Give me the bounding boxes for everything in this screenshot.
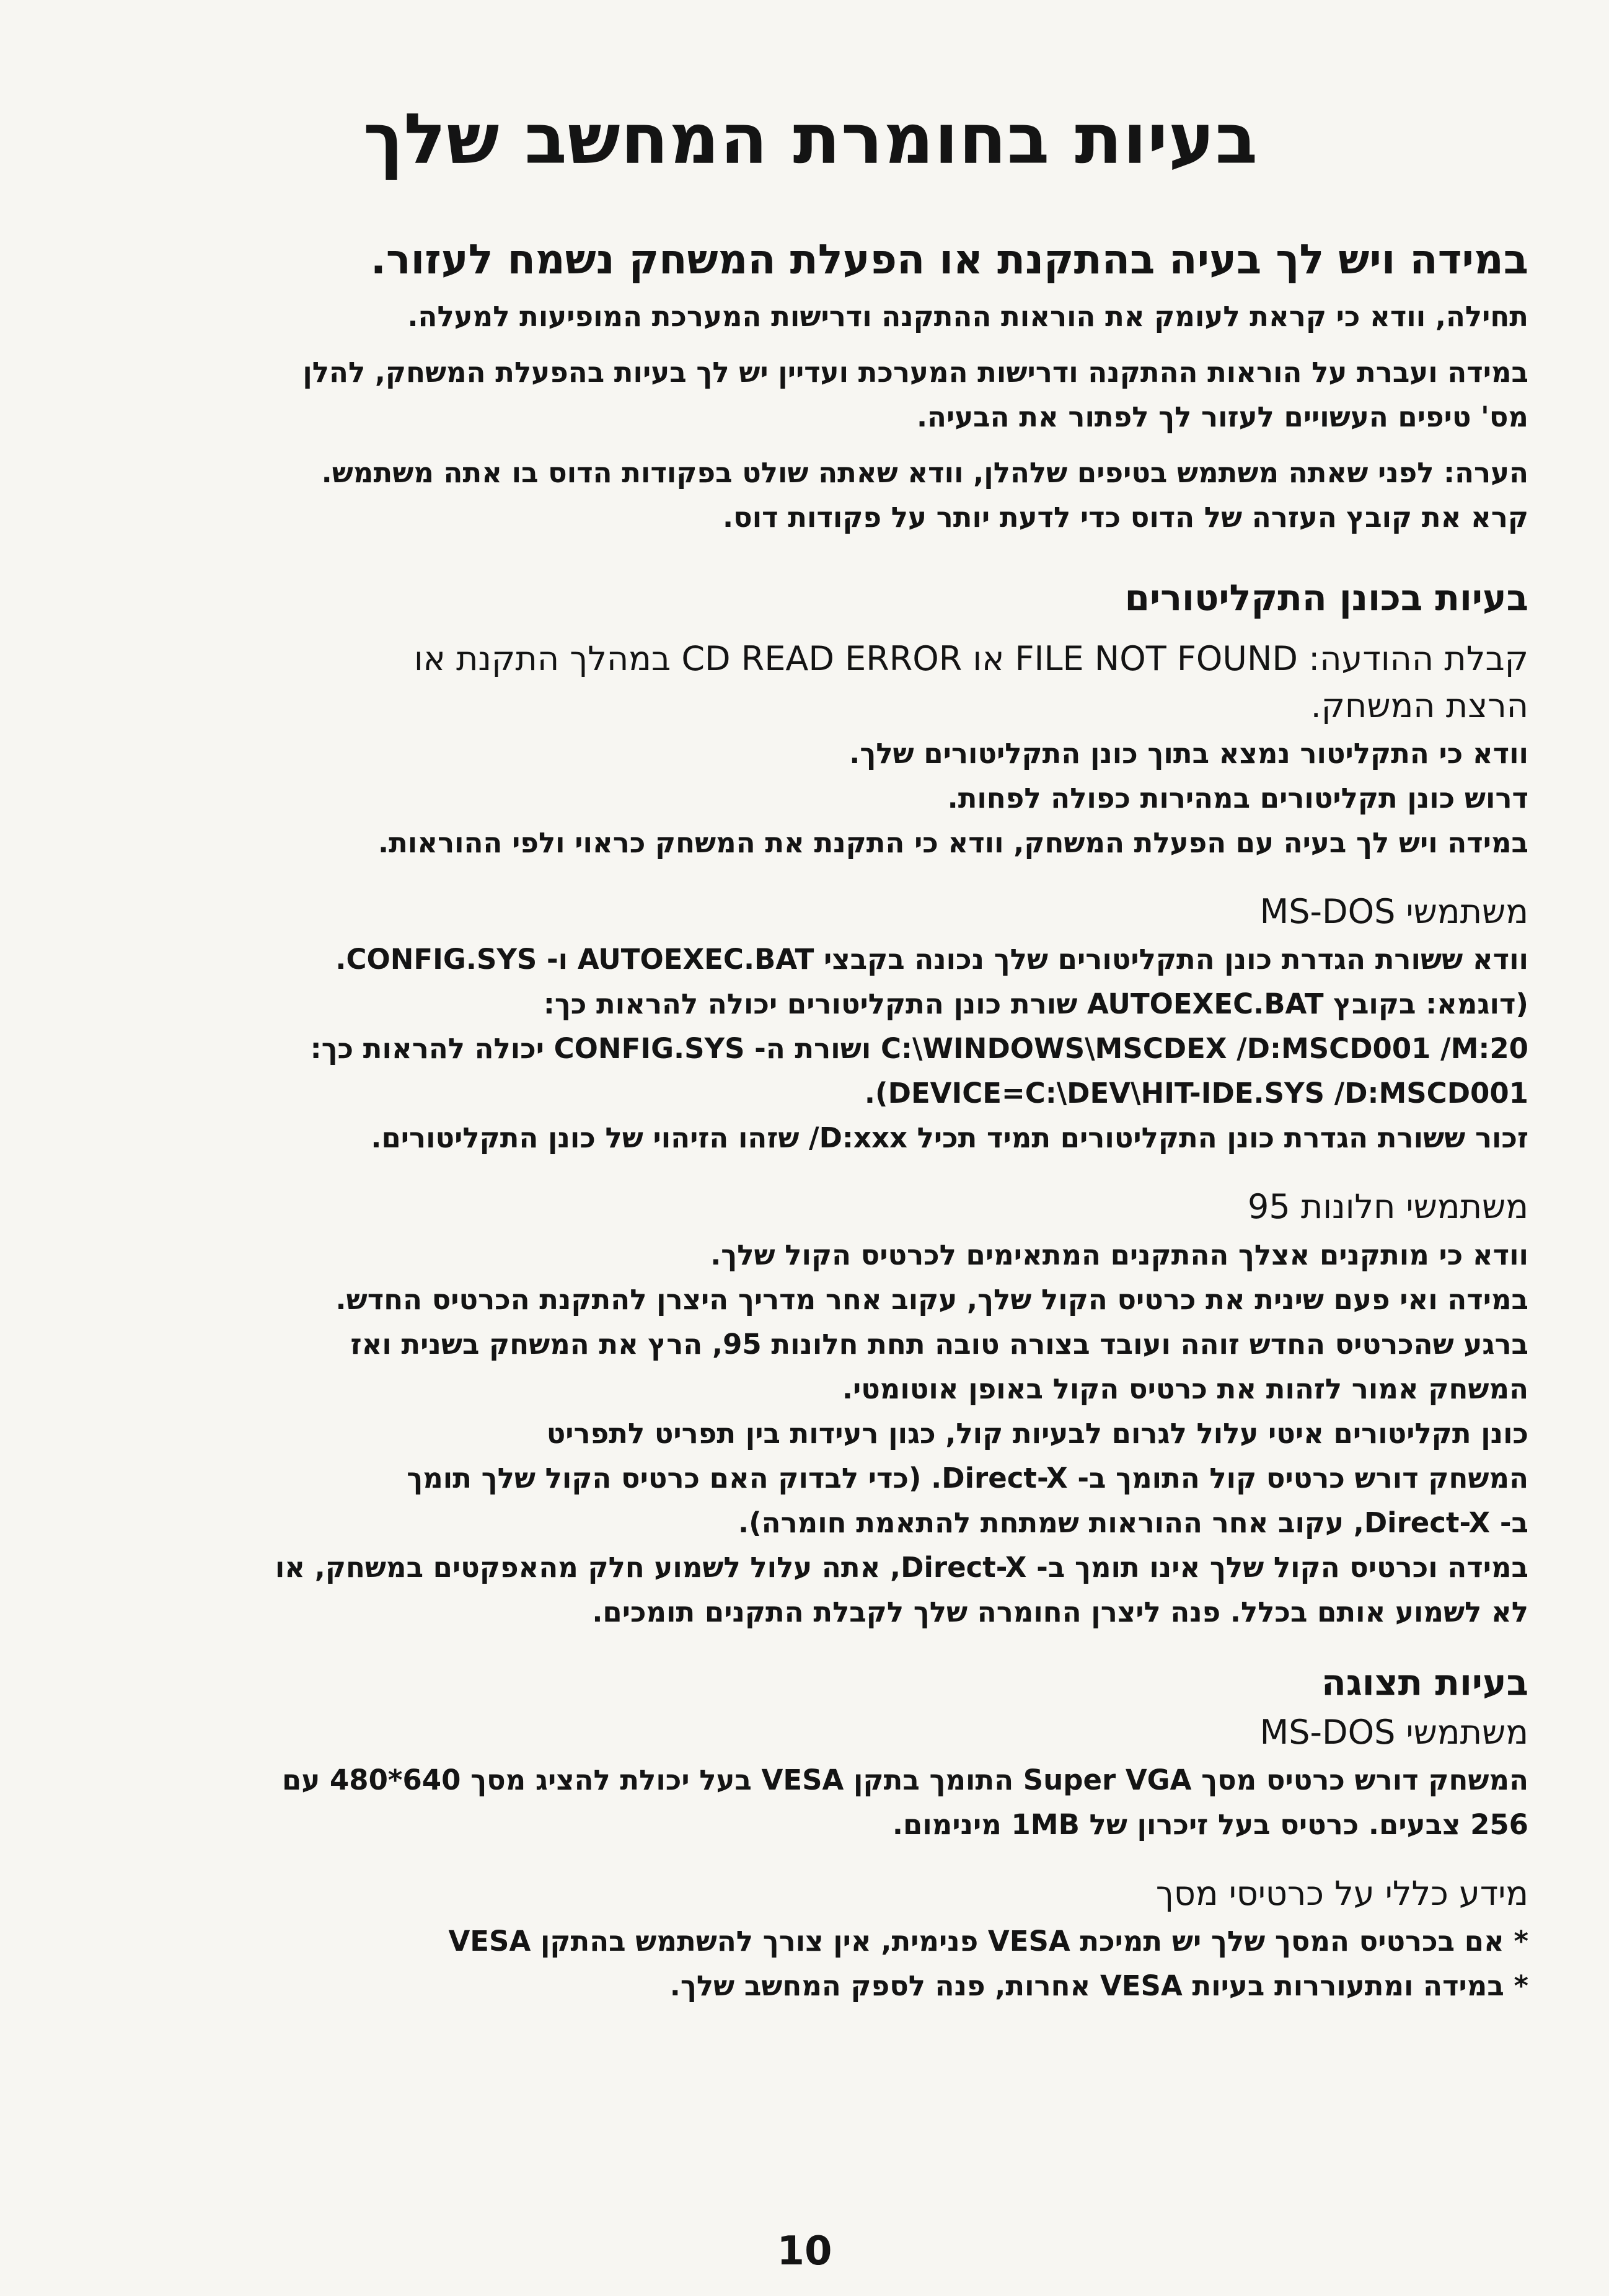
msdos-line: C:\WINDOWS\MSCDEX /D:MSCD001 /M:20 ושורת ה- CONFIG.SYS יכולה להראות כך: — [310, 1032, 1528, 1066]
cdrom-line: במידה ויש לך בעיה עם הפעלת המשחק, וודא כי התקנת את המשחק כראוי ולפי ההוראות. — [378, 826, 1528, 860]
cdrom-subheading: קבלת ההודעה: FILE NOT FOUND או CD READ ERROR במהלך התקנת או — [413, 638, 1528, 678]
note-paragraph — [93, 451, 1528, 495]
note-line: קרא את קובץ העזרה של הדוס כדי לדעת יותר על פקודות דוס. — [723, 500, 1528, 534]
win95-line: במידה וכרטיס הקול שלך אינו תומך ב- Direct-X, אתה עלול לשמוע חלק מהאפקטים במשחק, או — [275, 1550, 1528, 1584]
intro-line: תחילה, וודא כי קראת לעומק את הוראות ההתקנה ודרישות המערכת המופיעות למעלה. — [407, 299, 1528, 333]
cdrom-subheading: הרצת המשחק. — [1310, 686, 1528, 726]
win95-line: כונן תקליטורים איטי עלול לגרום לבעיות קול, כגון רעידות בין תפריט לתפריט — [546, 1416, 1528, 1450]
page-title: בעיות בחומרת המחשב שלך — [363, 99, 1259, 180]
intro-line: מס' טיפים העשויים לעזור לך לפתור את הבעיה. — [916, 400, 1528, 433]
cards-heading: מידע כללי על כרטיסי מסך — [1155, 1874, 1528, 1914]
win95-line: וודא כי מותקנים אצלך ההתקנים המתאימים לכרטיס הקול שלך. — [710, 1238, 1528, 1271]
cdrom-line: דרוש כונן תקליטורים במהירות כפולה לפחות. — [947, 782, 1528, 815]
display-line: 256 צבעים. כרטיס בעל זיכרון של 1MB מינימום. — [892, 1808, 1528, 1842]
cards-line: * במידה ומתעוררות בעיות VESA אחרות, פנה לספק המחשב שלך. — [669, 1969, 1528, 2003]
display-subheading: משתמשי MS-DOS — [1259, 1713, 1528, 1752]
display-heading: בעיות תצוגה — [1321, 1661, 1528, 1703]
cdrom-heading: בעיות בכונן התקליטורים — [1124, 576, 1528, 619]
cards-line: * אם בכרטיס המסך שלך יש תמיכת VESA פנימית, אין צורך להשתמש בהתקן VESA — [448, 1925, 1528, 1958]
msdos-line: DEVICE=C:\DEV\HIT-IDE.SYS /D:MSCD001). — [864, 1077, 1528, 1110]
intro-heading: במידה ויש לך בעיה בהתקנת או הפעלת המשחק נשמח לעזור. — [370, 236, 1528, 283]
win95-line: במידה ואי פעם שינית את כרטיס הקול שלך, עקוב אחר מדריך היצרן להתקנת הכרטיס החדש. — [335, 1283, 1528, 1316]
win95-line: ב- Direct-X, עקוב אחר ההוראות שמתחת להתאמת חומרה). — [738, 1506, 1528, 1539]
win95-line: המשחק דורש כרטיס קול התומך ב- Direct-X. (כדי לבדוק האם כרטיס הקול שלך תומך — [407, 1461, 1528, 1495]
intro-line: במידה ועברת על הוראות ההתקנה ודרישות המערכת ועדיין יש לך בעיות בהפעלת המשחק, להלן — [302, 355, 1528, 389]
win95-line: לא לשמוע אותם בכלל. פנה ליצרן החומרה שלך לקבלת התקנים תומכים. — [592, 1595, 1528, 1628]
page-number: 10 — [777, 2228, 832, 2274]
msdos-line: זכור ששורת הגדרת כונן התקליטורים תמיד תכיל D:xxx/ שזהו הזיהוי של כונן התקליטורים. — [371, 1121, 1528, 1155]
win95-line: המשחק אמור לזהות את כרטיס הקול באופן אוטומטי. — [842, 1372, 1528, 1405]
msdos-heading: משתמשי MS-DOS — [1259, 892, 1528, 932]
cdrom-line: וודא כי התקליטור נמצא בתוך כונן התקליטורים שלך. — [849, 737, 1528, 770]
note-label: הערה: — [1444, 456, 1528, 489]
win95-heading: משתמשי חלונות 95 — [1248, 1187, 1528, 1227]
msdos-line: וודא ששורת הגדרת כונן התקליטורים שלך נכונה בקבצי AUTOEXEC.BAT ו- CONFIG.SYS. — [335, 943, 1528, 976]
display-line: המשחק דורש כרטיס מסך Super VGA התומך בתקן VESA בעל יכולת להציג מסך 640*480 עם — [282, 1764, 1528, 1797]
msdos-line: (דוגמא: בקובץ AUTOEXEC.BAT שורת כונן התקליטורים יכולה להראות כך: — [543, 987, 1528, 1021]
win95-line: ברגע שהכרטיס החדש זוהה ועובד בצורה טובה תחת חלונות 95, הרץ את המשחק בשנית ואז — [350, 1327, 1528, 1361]
note-text: לפני שאתה משתמש בטיפים שלהלן, וודא שאתה שולט בפקודות הדוס בו אתה משתמש. — [321, 456, 1444, 489]
